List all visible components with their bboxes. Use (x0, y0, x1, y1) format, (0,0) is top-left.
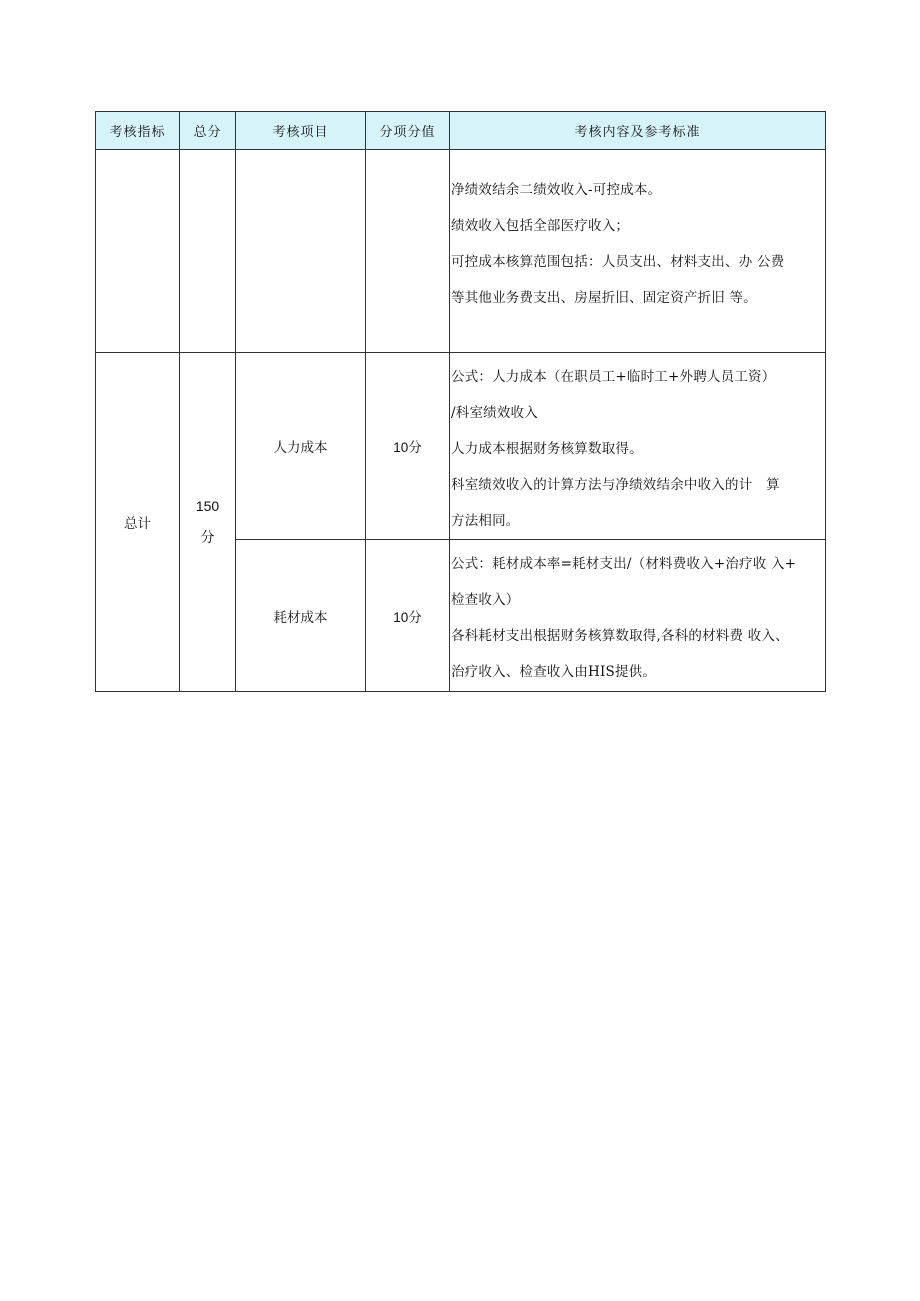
content-line: 治疗收入、检查收入由HIS提供。 (451, 664, 657, 680)
table-row (96, 353, 826, 540)
content-line: /科室绩效收入 (451, 405, 538, 421)
header-indicator: 考核指标 (96, 112, 180, 150)
content-cell (450, 353, 826, 540)
empty-cell (96, 150, 180, 353)
indicator-cell: 总计 (96, 353, 180, 692)
header-total-score: 总分 (180, 112, 236, 150)
content-line: 绩效收入包括全部医疗收入； (451, 218, 630, 234)
empty-cell (236, 150, 366, 353)
content-line: 等其他业务费支出、房屋折旧、固定资产折旧 等。 (451, 290, 757, 306)
table-row (96, 150, 826, 353)
content-line: 方法相同。 (451, 513, 520, 529)
header-item: 考核项目 (236, 112, 366, 150)
item-name-cell: 人力成本 (236, 353, 366, 540)
header-content-criteria: 考核内容及参考标准 (450, 112, 826, 150)
content-line: 科室绩效收入的计算方法与净绩效结余中收入的计 算 (451, 477, 780, 493)
content-cell (450, 150, 826, 353)
total-score-unit: 分 (200, 530, 215, 546)
assessment-table (95, 111, 826, 692)
table-header-row (96, 112, 826, 150)
content-line: 公式：人力成本（在职员工+临时工+外聘人员工资） (451, 369, 776, 385)
content-cell (450, 540, 826, 692)
empty-cell (180, 150, 236, 353)
content-line: 公式：耗材成本率=耗材支出/（材料费收入+治疗收 入+ (451, 556, 797, 572)
total-score-cell (180, 353, 236, 692)
empty-cell (366, 150, 450, 353)
total-score-value: 150 (195, 498, 220, 514)
header-item-score: 分项分值 (366, 112, 450, 150)
content-line: 净绩效结余二绩效收入-可控成本。 (451, 182, 662, 198)
content-line: 可控成本核算范围包括：人员支出、材料支出、办 公费 (451, 254, 785, 270)
assessment-sheet (95, 111, 825, 692)
item-name-cell: 耗材成本 (236, 540, 366, 692)
item-score-cell: 10分 (366, 540, 450, 692)
content-line: 人力成本根据财务核算数取得。 (451, 441, 643, 457)
content-line: 检查收入） (451, 592, 520, 608)
item-score-cell: 10分 (366, 353, 450, 540)
content-line: 各科耗材支出根据财务核算数取得,各科的材料费 收入、 (451, 628, 789, 644)
